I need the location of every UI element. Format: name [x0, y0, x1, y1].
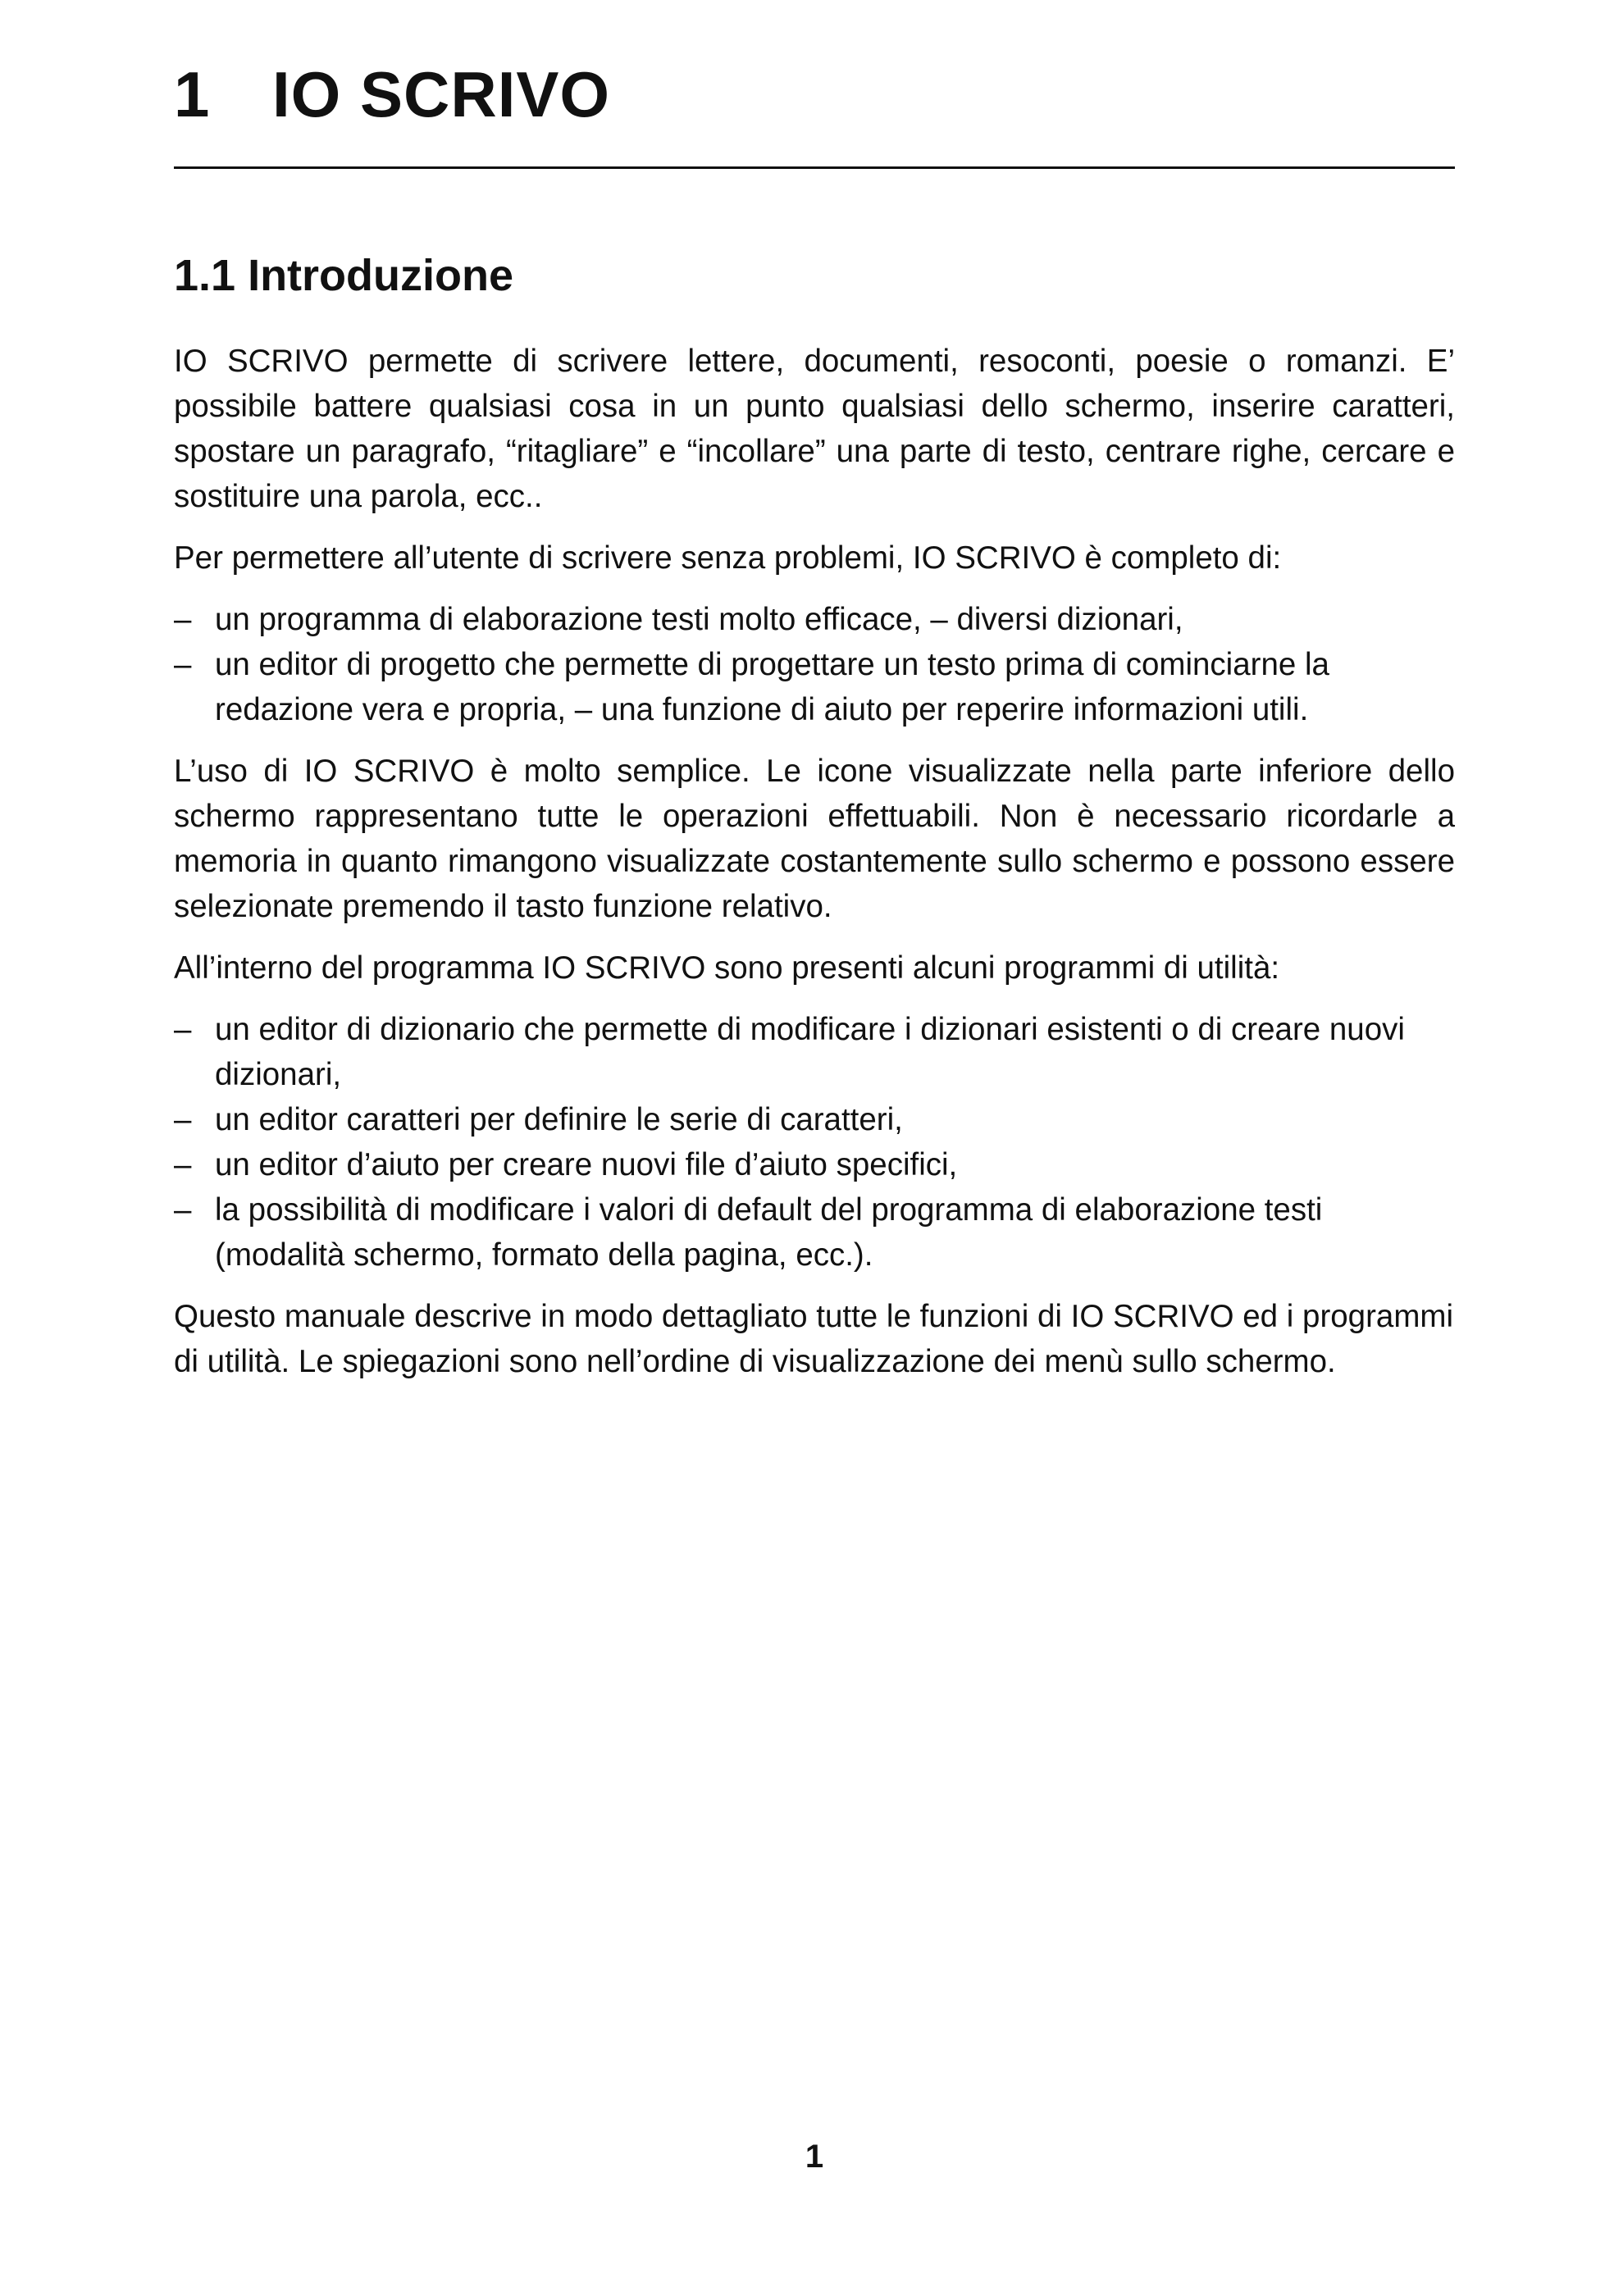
list-item	[174, 1007, 1455, 1097]
list-item-text: un editor d’aiuto per creare nuovi file d’aiuto specifici,	[215, 1147, 958, 1182]
list-item-text: un programma di elaborazione testi molto efficace, – diversi dizionari,	[215, 602, 1183, 637]
heading-rule	[174, 166, 1455, 169]
page-number: 1	[805, 2139, 824, 2175]
list-item-text: un editor di progetto che permette di progettare un testo prima di cominciarne la redazione vera e propria, – una funzione di aiuto per reperire informazioni utili.	[215, 647, 1329, 727]
list-dash: –	[174, 1102, 192, 1137]
list-item	[174, 1097, 1455, 1142]
list-item	[174, 597, 1455, 642]
paragraph-features-lead: Per permettere all’utente di scrivere senza problemi, IO SCRIVO è completo di:	[174, 540, 1282, 576]
list-dash: –	[174, 1192, 192, 1228]
chapter-heading	[174, 57, 610, 132]
list-dash: –	[174, 647, 192, 682]
list-item	[174, 642, 1455, 732]
list-item-text: la possibilità di modificare i valori di default del programma di elaborazione testi (modalità schermo, formato della pagina, ecc.).	[215, 1192, 1323, 1273]
features-list	[174, 597, 1455, 732]
list-item-text: un editor caratteri per definire le serie di caratteri,	[215, 1102, 903, 1137]
body-text	[174, 339, 1455, 1401]
list-item	[174, 1187, 1455, 1278]
paragraph-usage: L’uso di IO SCRIVO è molto semplice. Le icone visualizzate nella parte inferiore dello schermo rappresentano tutte le operazioni effettuabili. Non è necessario ricordarle a memoria in quanto rimangono visualizzate costantemente sullo schermo e possono essere selezionate premendo il tasto funzione relativo.	[174, 754, 1455, 924]
paragraph-closing: Questo manuale descrive in modo dettagliato tutte le funzioni di IO SCRIVO ed i programmi di utilità. Le spiegazioni sono nell’ordine di visualizzazione dei menù sullo schermo.	[174, 1299, 1454, 1379]
list-item-text: un editor di dizionario che permette di modificare i dizionari esistenti o di creare nuovi dizionari,	[215, 1012, 1405, 1092]
chapter-title: IO SCRIVO	[272, 58, 611, 130]
paragraph-intro: IO SCRIVO permette di scrivere lettere, documenti, resoconti, poesie o romanzi. E’ possibile battere qualsiasi cosa in un punto qualsiasi dello schermo, inserire caratteri, spostare un paragrafo, “ritagliare” e “incollare” una parte di testo, centrare righe, cercare e sostituire una parola, ecc..	[174, 344, 1455, 514]
utilities-list	[174, 1007, 1455, 1278]
document-page	[174, 0, 1455, 2296]
chapter-number: 1	[174, 58, 211, 130]
paragraph-utilities-lead: All’interno del programma IO SCRIVO sono presenti alcuni programmi di utilità:	[174, 950, 1280, 986]
list-dash: –	[174, 602, 192, 637]
list-dash: –	[174, 1147, 192, 1182]
list-dash: –	[174, 1012, 192, 1047]
section-title: 1.1 Introduzione	[174, 251, 514, 300]
list-item	[174, 1142, 1455, 1187]
